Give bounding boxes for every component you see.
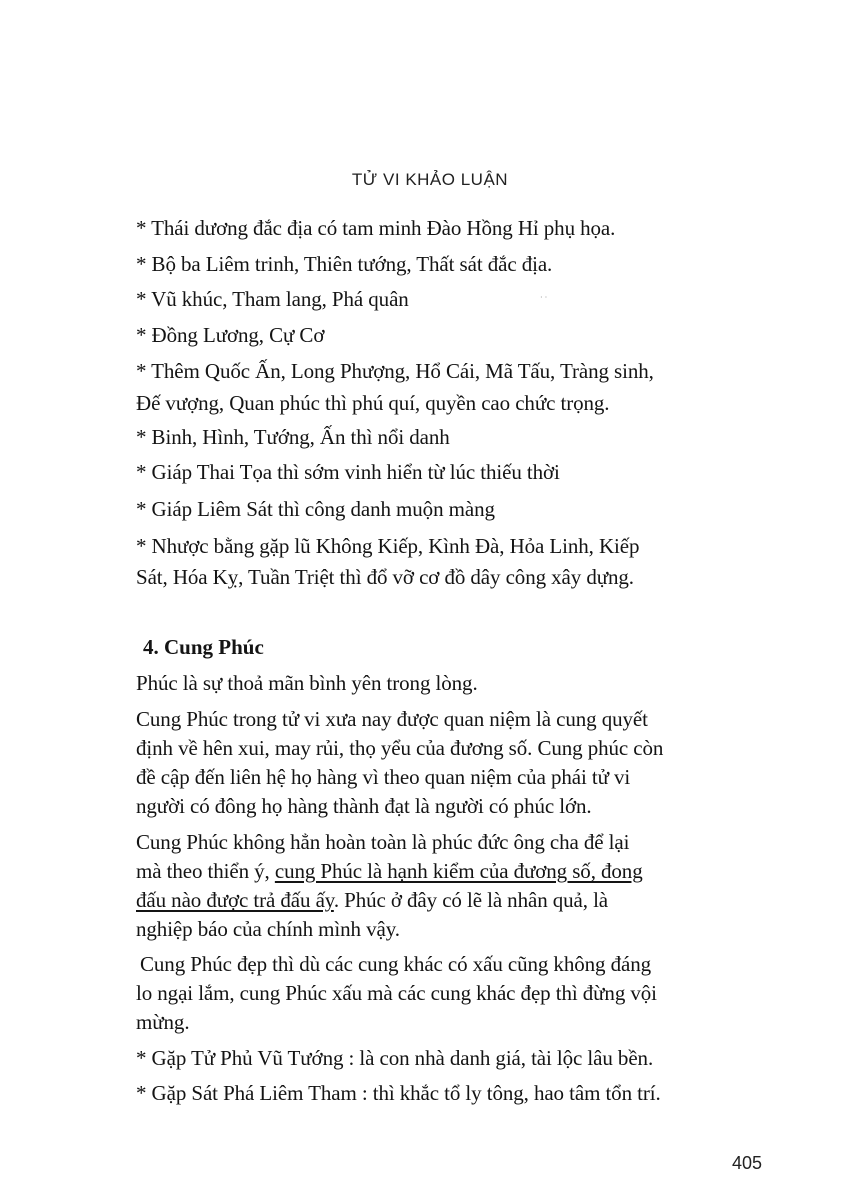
bullet-line: * Nhược bằng gặp lũ Không Kiếp, Kình Đà, Hỏa Linh, Kiếp: [136, 534, 640, 558]
bullet-line: * Gặp Tử Phủ Vũ Tướng : là con nhà danh giá, tài lộc lâu bền.: [136, 1046, 654, 1070]
bullet-line: * Thêm Quốc Ấn, Long Phượng, Hổ Cái, Mã Tấu, Tràng sinh,: [136, 359, 654, 383]
scan-speck: · ·: [540, 293, 548, 302]
plain-text: mà theo thiển ý,: [136, 859, 275, 883]
bullet-line: * Binh, Hình, Tướng, Ấn thì nổi danh: [136, 425, 450, 449]
underlined-text: đấu nào được trả đấu ấy: [136, 888, 334, 912]
bullet-line-continued: Đế vượng, Quan phúc thì phú quí, quyền cao chức trọng.: [136, 391, 610, 415]
bullet-line: * Giáp Liêm Sát thì công danh muộn màng: [136, 497, 495, 521]
section-heading: 4. Cung Phúc: [143, 635, 264, 659]
paragraph-line: [136, 858, 768, 884]
plain-text: . Phúc ở đây có lẽ là nhân quả, là: [333, 888, 609, 912]
bullet-line: * Vũ khúc, Tham lang, Phá quân: [136, 287, 409, 311]
paragraph-line: Cung Phúc đẹp thì dù các cung khác có xấu cũng không đáng: [140, 952, 652, 976]
paragraph-line: định về hên xui, may rủi, thọ yểu của đương số. Cung phúc còn: [136, 736, 664, 760]
paragraph-line: Cung Phúc không hẳn hoàn toàn là phúc đức ông cha để lại: [136, 830, 630, 854]
running-head: TỬ VI KHẢO LUẬN: [351, 170, 509, 189]
page-number: 405: [732, 1153, 763, 1173]
bullet-line: * Thái dương đắc địa có tam minh Đào Hồng Hỉ phụ họa.: [136, 216, 616, 240]
bullet-line: * Gặp Sát Phá Liêm Tham : thì khắc tổ ly tông, hao tâm tổn trí.: [136, 1081, 661, 1105]
bullet-line: * Đồng Lương, Cự Cơ: [136, 323, 325, 347]
paragraph-line: nghiệp báo của chính mình vậy.: [136, 917, 400, 941]
bullet-line: * Giáp Thai Tọa thì sớm vinh hiển từ lúc thiếu thời: [136, 460, 560, 484]
paragraph-line: lo ngại lắm, cung Phúc xấu mà các cung khác đẹp thì đừng vội: [136, 981, 657, 1005]
intro-line: Phúc là sự thoả mãn bình yên trong lòng.: [136, 671, 478, 695]
paragraph-line: đề cập đến liên hệ họ hàng vì theo quan niệm của phái tử vi: [136, 765, 631, 789]
bullet-line-continued: Sát, Hóa Kỵ, Tuần Triệt thì đổ vỡ cơ đồ dây công xây dựng.: [136, 565, 634, 589]
paragraph-line: Cung Phúc trong tử vi xưa nay được quan niệm là cung quyết: [136, 707, 648, 731]
underlined-text: cung Phúc là hạnh kiểm của đương số, đong: [274, 859, 643, 883]
paragraph-line: người có đông họ hàng thành đạt là người có phúc lớn.: [136, 794, 592, 818]
paragraph-line: mừng.: [136, 1010, 190, 1034]
bullet-line: * Bộ ba Liêm trinh, Thiên tướng, Thất sát đắc địa.: [136, 252, 553, 276]
paragraph-line: [136, 887, 768, 913]
